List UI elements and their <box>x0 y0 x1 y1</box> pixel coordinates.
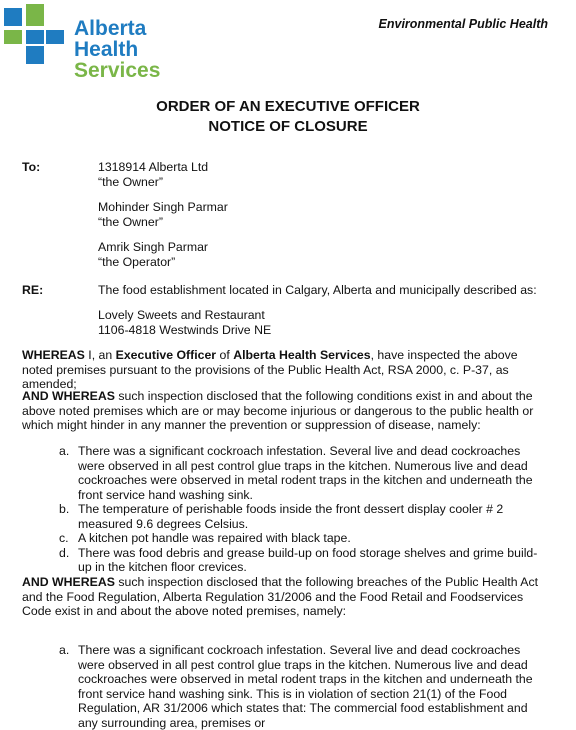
list-item <box>59 502 549 531</box>
list-item-text: There was a significant cockroach infestation. Several live and dead cockroaches were observed in all pest control glue traps in the kitchen. Numerous live and dead cockroaches were observed in metal rodent traps in the kitchen and underneath the front service hand washing sink. This is in violation of section 21(1) of the Food Regulation, AR 31/2006 which states that: The commercial food establishment and any surrounding area, premises or <box>78 643 533 730</box>
ahs-cross-icon <box>4 4 66 66</box>
list-item <box>59 643 549 730</box>
logo-wordmark <box>74 18 204 81</box>
recipient-name: 1318914 Alberta Ltd <box>98 160 209 174</box>
list-item <box>59 444 549 502</box>
list-marker: d. <box>59 545 70 560</box>
whereas-paragraph-2 <box>22 389 550 433</box>
title-line1: ORDER OF AN EXECUTIVE OFFICER <box>156 98 420 115</box>
recipient-name: Amrik Singh Parmar <box>98 240 209 254</box>
to-label: To: <box>22 160 41 174</box>
logo-line2: Services <box>74 59 161 82</box>
whereas-lead: WHEREAS <box>22 348 85 362</box>
establishment-name: Lovely Sweets and Restaurant <box>98 308 265 322</box>
whereas-text: such inspection disclosed that the following conditions exist in and about the above noted premises which are or may become injurious or dangerous to the public health or which might hinder in any manner the prevention or suppression of disease, namely: <box>22 389 534 432</box>
conditions-list <box>59 444 549 575</box>
breaches-list <box>59 643 549 730</box>
executive-officer-term: Executive Officer <box>115 348 217 362</box>
whereas-paragraph-3 <box>22 575 550 619</box>
document-title <box>0 97 576 137</box>
whereas-paragraph-1 <box>22 348 550 392</box>
re-label: RE: <box>22 283 44 297</box>
title-line2: NOTICE OF CLOSURE <box>208 118 368 135</box>
whereas-text: such inspection disclosed that the following breaches of the Public Health Act and the Food Regulation, Alberta Regulation 31/2006 and the Food Retail and Foodservices Code exist in and about the above noted premises, namely: <box>22 575 539 618</box>
whereas-text: , have inspected the above noted premises pursuant to the provisions of the Public Health Act, RSA 2000, c. P-37, as amended; <box>22 348 518 391</box>
list-item-text: A kitchen pot handle was repaired with black tape. <box>78 531 351 545</box>
whereas-text: I, an <box>84 348 116 362</box>
list-marker: a. <box>59 643 70 657</box>
logo-line1: Alberta Health <box>74 17 147 61</box>
list-item <box>59 531 549 546</box>
ahs-term: Alberta Health Services <box>233 348 371 362</box>
whereas-lead: AND WHEREAS <box>22 389 115 403</box>
recipient-2 <box>98 200 228 229</box>
recipient-role: “the Operator” <box>98 254 176 269</box>
list-item <box>59 546 549 575</box>
list-item-text: There was a significant cockroach infestation. Several live and dead cockroaches were observed in all pest control glue traps in the kitchen. Numerous live and dead cockroaches were observed in metal rodent traps in the kitchen and underneath the front service hand washing sink. <box>78 444 533 502</box>
list-marker: b. <box>59 502 70 516</box>
recipient-name: Mohinder Singh Parmar <box>98 200 228 214</box>
recipient-1 <box>98 160 208 189</box>
list-marker: a. <box>59 444 70 458</box>
whereas-lead: AND WHEREAS <box>22 575 115 589</box>
establishment-block <box>98 308 271 337</box>
list-item-text: There was food debris and grease build-up on food storage shelves and grime build-up in the kitchen floor crevices. <box>78 545 538 574</box>
re-text: The food establishment located in Calgary, Alberta and municipally described as: <box>98 283 537 297</box>
recipient-role: “the Owner” <box>98 174 163 189</box>
list-marker: c. <box>59 531 69 545</box>
recipient-role: “the Owner” <box>98 214 163 229</box>
ahs-logo <box>4 4 204 82</box>
department-name: Environmental Public Health <box>378 17 548 31</box>
establishment-address: 1106-4818 Westwinds Drive NE <box>98 322 272 337</box>
list-item-text: The temperature of perishable foods inside the front dessert display cooler # 2 measured 9.6 degrees Celsius. <box>78 502 504 531</box>
recipient-3 <box>98 240 208 269</box>
whereas-text: of <box>216 348 234 362</box>
